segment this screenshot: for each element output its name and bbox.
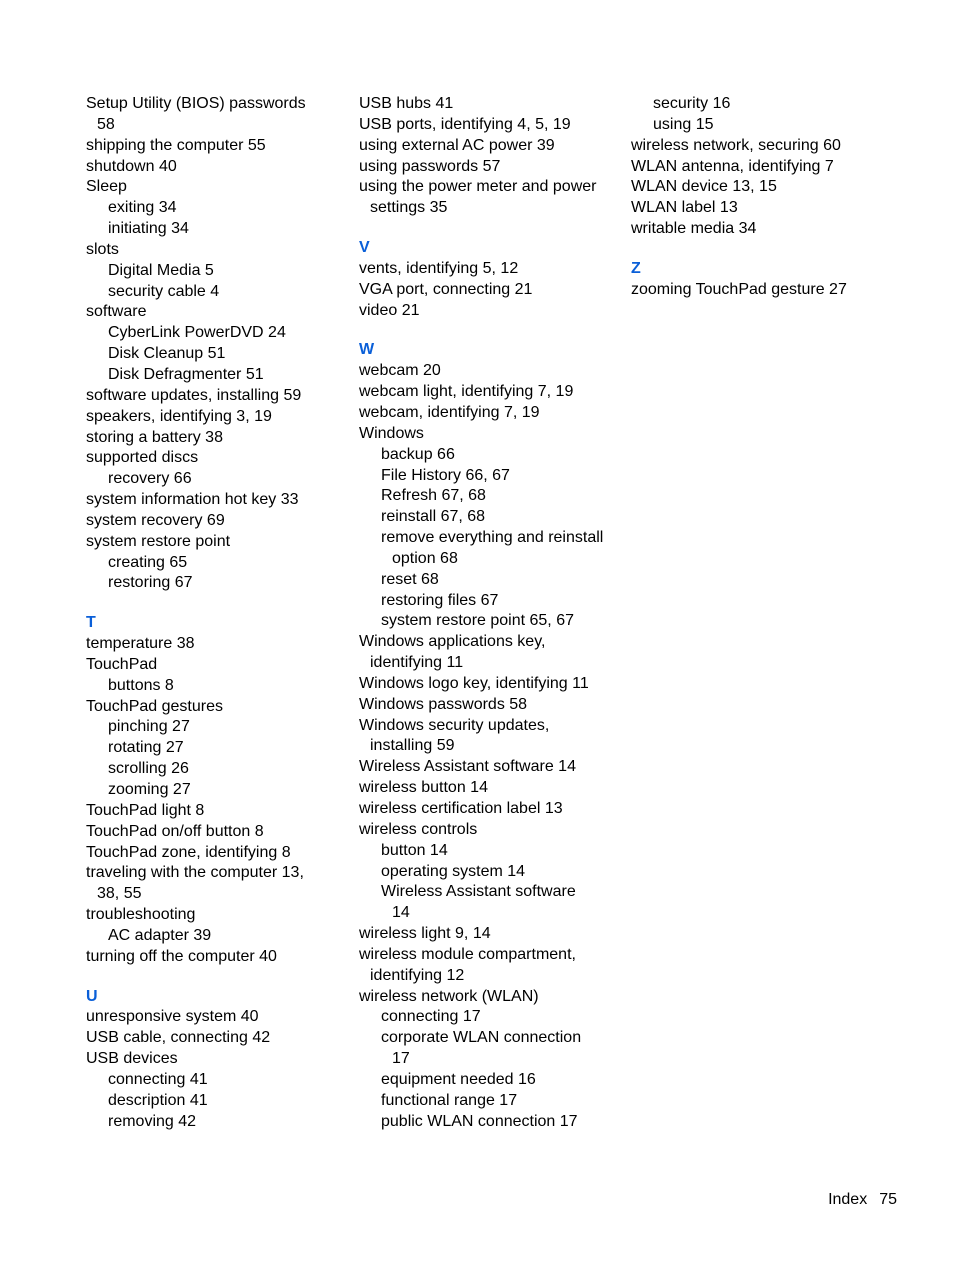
index-entry: using passwords 57 xyxy=(359,157,501,175)
index-entry: TouchPad on/off button 8 xyxy=(86,822,264,840)
index-subentry: scrolling 26 xyxy=(108,760,189,778)
index-entry: identifying 11 xyxy=(370,654,464,672)
index-entry: identifying 12 xyxy=(370,966,465,984)
index-entry: WLAN label 13 xyxy=(631,199,738,217)
index-subentry: reset 68 xyxy=(381,570,439,588)
index-column-1 xyxy=(86,94,336,1133)
index-entry: Wireless Assistant software 14 xyxy=(359,758,576,776)
index-entry: slots xyxy=(86,240,119,258)
index-subentry: security cable 4 xyxy=(108,282,220,300)
index-entry: webcam light, identifying 7, 19 xyxy=(359,383,574,401)
page-footer xyxy=(700,1190,897,1210)
index-entry: Windows applications key, xyxy=(359,633,546,651)
index-entry: webcam, identifying 7, 19 xyxy=(359,403,540,421)
index-entry: settings 35 xyxy=(370,199,448,217)
index-subentry: Disk Defragmenter 51 xyxy=(108,365,264,383)
index-entry: Windows xyxy=(359,424,424,442)
index-entry: system restore point xyxy=(86,532,231,550)
index-entry: shutdown 40 xyxy=(86,157,177,175)
index-letter-heading: T xyxy=(86,614,96,632)
index-entry: wireless module compartment, xyxy=(359,945,576,963)
index-subentry: AC adapter 39 xyxy=(108,926,212,944)
index-entry: traveling with the computer 13, xyxy=(86,864,304,882)
index-entry: supported discs xyxy=(86,449,199,467)
index-subentry: initiating 34 xyxy=(108,220,189,238)
index-entry: storing a battery 38 xyxy=(86,428,223,446)
index-entry: unresponsive system 40 xyxy=(86,1008,259,1026)
index-entry: webcam 20 xyxy=(359,362,441,380)
index-subentry: Digital Media 5 xyxy=(108,261,214,279)
index-subentry: button 14 xyxy=(381,841,448,859)
index-entry: USB devices xyxy=(86,1050,178,1068)
index-subentry: Wireless Assistant software xyxy=(381,883,576,901)
index-entry: USB ports, identifying 4, 5, 19 xyxy=(359,115,571,133)
index-subentry: creating 65 xyxy=(108,553,188,571)
index-entry: vents, identifying 5, 12 xyxy=(359,259,519,277)
index-subentry: 17 xyxy=(392,1050,410,1068)
index-entry: Windows passwords 58 xyxy=(359,695,528,713)
index-subentry: public WLAN connection 17 xyxy=(381,1112,578,1130)
index-entry: system recovery 69 xyxy=(86,511,225,529)
index-entry: wireless controls xyxy=(359,820,478,838)
index-subentry: pinching 27 xyxy=(108,718,190,736)
index-entry: TouchPad gestures xyxy=(86,697,223,715)
index-entry: WLAN device 13, 15 xyxy=(631,178,777,196)
index-column-2 xyxy=(359,94,619,1133)
index-subentry: Disk Cleanup 51 xyxy=(108,345,226,363)
index-entry: wireless network (WLAN) xyxy=(359,987,539,1005)
index-letter-heading: U xyxy=(86,987,98,1005)
index-subentry: operating system 14 xyxy=(381,862,526,880)
index-entry: troubleshooting xyxy=(86,906,196,924)
index-entry: system information hot key 33 xyxy=(86,491,299,509)
index-entry: wireless button 14 xyxy=(359,779,488,797)
footer-section-label: Index xyxy=(828,1191,868,1208)
index-entry: video 21 xyxy=(359,301,420,319)
index-entry: wireless network, securing 60 xyxy=(631,136,841,154)
index-subentry: removing 42 xyxy=(108,1112,197,1130)
index-subentry: buttons 8 xyxy=(108,676,174,694)
index-subentry: reinstall 67, 68 xyxy=(381,508,486,526)
index-subentry: CyberLink PowerDVD 24 xyxy=(108,324,286,342)
index-subentry: equipment needed 16 xyxy=(381,1070,536,1088)
index-entry: TouchPad xyxy=(86,655,158,673)
index-entry: 58 xyxy=(97,115,115,133)
index-entry: VGA port, connecting 21 xyxy=(359,280,533,298)
index-subentry: zooming 27 xyxy=(108,781,191,798)
index-subentry: File History 66, 67 xyxy=(381,466,510,484)
index-subentry: exiting 34 xyxy=(108,199,177,217)
index-entry: TouchPad zone, identifying 8 xyxy=(86,843,291,861)
index-subentry: connecting 41 xyxy=(108,1070,208,1088)
index-entry: wireless light 9, 14 xyxy=(359,925,491,943)
index-letter-heading: V xyxy=(359,239,370,257)
index-column-3 xyxy=(631,94,871,301)
index-entry: turning off the computer 40 xyxy=(86,947,277,965)
index-subentry: remove everything and reinstall xyxy=(381,529,604,547)
index-subentry: functional range 17 xyxy=(381,1091,518,1109)
index-subentry: backup 66 xyxy=(381,445,455,463)
index-subentry: corporate WLAN connection xyxy=(381,1029,582,1047)
index-entry: WLAN antenna, identifying 7 xyxy=(631,157,834,175)
index-subentry: restoring files 67 xyxy=(381,591,499,609)
index-subentry: option 68 xyxy=(392,549,458,567)
page-number: 75 xyxy=(879,1191,897,1208)
index-entry: using external AC power 39 xyxy=(359,136,555,154)
index-entry: Setup Utility (BIOS) passwords xyxy=(86,95,306,112)
index-entry: using the power meter and power xyxy=(359,178,597,196)
index-subentry: 14 xyxy=(392,904,410,922)
index-entry: Windows security updates, xyxy=(359,716,550,734)
index-entry: TouchPad light 8 xyxy=(86,801,205,819)
index-subentry: connecting 17 xyxy=(381,1008,481,1026)
index-subentry: security 16 xyxy=(653,95,731,112)
index-entry: writable media 34 xyxy=(631,220,757,238)
index-letter-heading: Z xyxy=(631,259,641,277)
index-entry: wireless certification label 13 xyxy=(359,800,563,817)
index-letter-heading: W xyxy=(359,341,375,359)
index-entry: zooming TouchPad gesture 27 xyxy=(631,280,847,298)
index-entry: Windows logo key, identifying 11 xyxy=(359,674,589,692)
index-subentry: description 41 xyxy=(108,1091,208,1109)
index-subentry: recovery 66 xyxy=(108,470,192,488)
index-entry: software xyxy=(86,303,147,321)
index-entry: USB cable, connecting 42 xyxy=(86,1029,271,1047)
index-entry: software updates, installing 59 xyxy=(86,386,302,404)
index-entry: installing 59 xyxy=(370,737,455,755)
index-entry: shipping the computer 55 xyxy=(86,136,266,154)
index-subentry: restoring 67 xyxy=(108,574,193,592)
index-entry: temperature 38 xyxy=(86,635,195,653)
index-subentry: rotating 27 xyxy=(108,739,184,757)
index-subentry: Refresh 67, 68 xyxy=(381,487,486,505)
index-entry: Sleep xyxy=(86,178,127,196)
index-entry: USB hubs 41 xyxy=(359,95,454,112)
index-subentry: system restore point 65, 67 xyxy=(381,612,574,630)
index-entry: speakers, identifying 3, 19 xyxy=(86,407,272,425)
index-subentry: using 15 xyxy=(653,115,714,133)
index-entry: 38, 55 xyxy=(97,885,142,903)
